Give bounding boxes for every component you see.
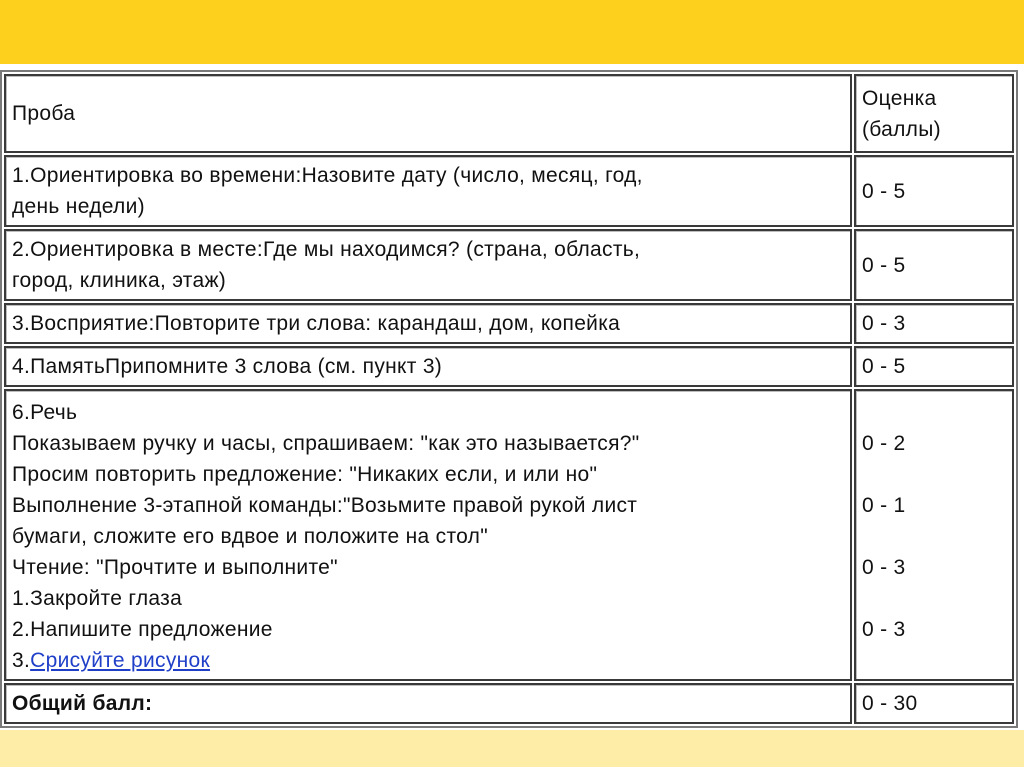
row-score-cell: [854, 155, 1014, 227]
speech-line: 6.Речь: [12, 401, 78, 424]
top-banner: [0, 0, 1024, 64]
total-label: Общий балл:: [12, 692, 153, 715]
row-test-text-line2: город, клиника, этаж): [12, 269, 227, 292]
table-row: [4, 346, 1014, 387]
speech-last-line: [12, 645, 844, 676]
bottom-banner: [0, 730, 1024, 767]
speech-score-cell: [854, 389, 1014, 681]
total-score-value: 0 - 30: [862, 692, 918, 715]
speech-line: бумаги, сложите его вдвое и положите на стол": [12, 525, 488, 548]
table-header-row: [4, 74, 1014, 153]
speech-score-value: 0 - 2: [862, 432, 906, 455]
row-score-value: 0 - 3: [862, 312, 906, 335]
row-test-text-line1: 4.ПамятьПрипомните 3 слова (см. пункт 3): [12, 355, 443, 378]
row-test-text-line1: 3.Восприятие:Повторите три слова: карандаш, дом, копейка: [12, 312, 621, 335]
speech-score-value: 0 - 3: [862, 556, 906, 579]
header-test-cell: [4, 74, 852, 153]
table-row: [4, 155, 1014, 227]
header-test-label: Проба: [12, 102, 76, 125]
speech-line: Просим повторить предложение: "Никаких если, и или но": [12, 463, 598, 486]
total-label-cell: [4, 683, 852, 724]
speech-score-value: 0 - 1: [862, 494, 906, 517]
assessment-table: [0, 70, 1018, 728]
row-score-value: 0 - 5: [862, 179, 906, 203]
table-row: [4, 303, 1014, 344]
total-row: [4, 683, 1014, 724]
speech-score-value: 0 - 3: [862, 618, 906, 641]
table-row: [4, 229, 1014, 301]
speech-line: Выполнение 3-этапной команды:"Возьмите правой рукой лист: [12, 494, 638, 517]
draw-picture-link[interactable]: Срисуйте рисунок: [30, 649, 210, 672]
speech-row: [4, 389, 1014, 681]
speech-line: 2.Напишите предложение: [12, 618, 273, 641]
speech-line: 1.Закройте глаза: [12, 587, 183, 610]
header-score-label-line1: Оценка: [862, 86, 937, 110]
row-test-text-line1: 2.Ориентировка в месте:Где мы находимся? (страна, область,: [12, 238, 641, 261]
row-score-value: 0 - 5: [862, 253, 906, 277]
row-test-cell: [4, 155, 852, 227]
row-test-text-line2: день недели): [12, 195, 145, 218]
total-score-cell: [854, 683, 1014, 724]
speech-last-prefix: 3.: [12, 649, 31, 672]
speech-test-cell: [4, 389, 852, 681]
row-test-cell: [4, 346, 852, 387]
row-score-cell: [854, 346, 1014, 387]
row-test-cell: [4, 229, 852, 301]
row-score-value: 0 - 5: [862, 355, 906, 378]
header-score-cell: [854, 74, 1014, 153]
row-test-cell: [4, 303, 852, 344]
row-score-cell: [854, 303, 1014, 344]
speech-line: Чтение: "Прочтите и выполните": [12, 556, 338, 579]
speech-line: Показываем ручку и часы, спрашиваем: "как это называется?": [12, 432, 640, 455]
header-score-label-line2: (баллы): [862, 117, 941, 141]
row-score-cell: [854, 229, 1014, 301]
row-test-text-line1: 1.Ориентировка во времени:Назовите дату (число, месяц, год,: [12, 164, 643, 187]
